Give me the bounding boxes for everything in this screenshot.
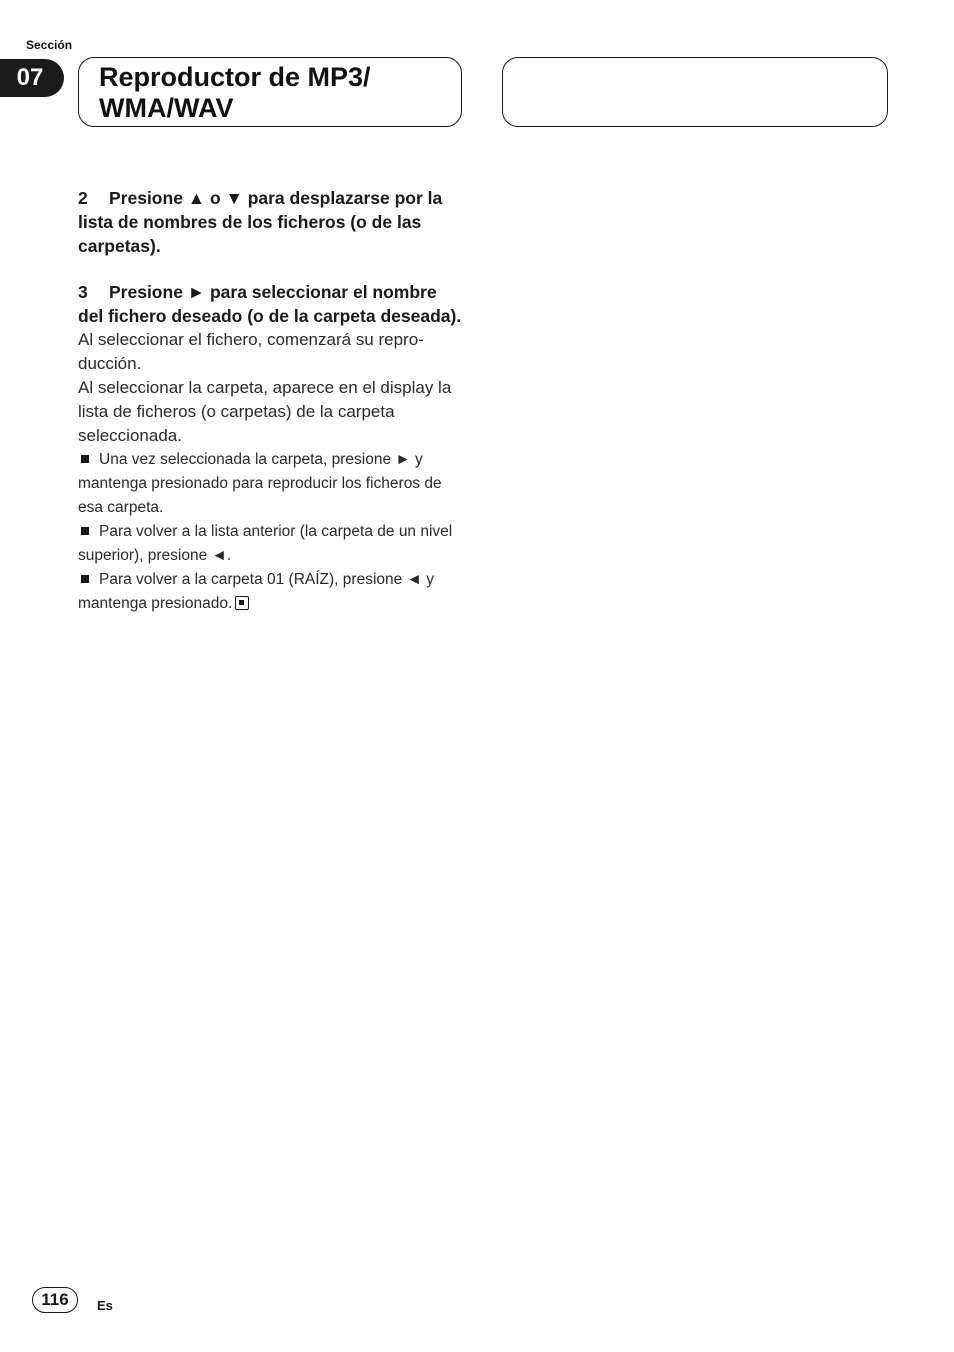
step-number: 3 [78,282,88,302]
note-text: Una vez seleccionada la carpeta, presione ► y mantenga presionado para reproducir los ficheros de esa carpeta. [78,451,442,516]
right-header-box [502,57,888,127]
step-number: 2 [78,188,88,208]
step-2 [78,186,464,258]
note-item [78,568,464,616]
page-title-line1: Reproductor de MP3/ [99,62,371,92]
section-number-tab: 07 [0,59,64,97]
note-text: Para volver a la carpeta 01 (RAÍZ), presione ◄ y mantenga presionado. [78,571,434,612]
step-3 [78,280,464,328]
bullet-square-icon [81,575,89,583]
bullet-square-icon [81,527,89,535]
title-box [78,57,462,127]
language-code: Es [97,1298,113,1313]
note-item [78,520,464,568]
paragraph-file-selected: Al seleccionar el fichero, comenzará su reproducción. [78,330,424,373]
step-text: Presione ► para seleccionar el nombre del fichero deseado (o de la carpeta deseada). [78,282,462,326]
page-title-line2: WMA/WAV [99,93,234,123]
step-text: Presione ▲ o ▼ para desplazarse por la lista de nombres de los ficheros (o de las carpetas). [78,188,443,256]
end-of-section-icon [235,596,249,610]
page-number: 116 [32,1287,78,1313]
paragraph-folder-selected: Al seleccionar la carpeta, aparece en el display la lista de ficheros (o carpetas) de la carpeta seleccionada. [78,378,452,445]
bullet-square-icon [81,455,89,463]
note-text: Para volver a la lista anterior (la carpeta de un nivel superior), presione ◄. [78,523,453,564]
section-label: Sección [26,38,73,52]
note-item [78,448,464,520]
page-title [99,62,461,124]
main-content [78,186,464,616]
